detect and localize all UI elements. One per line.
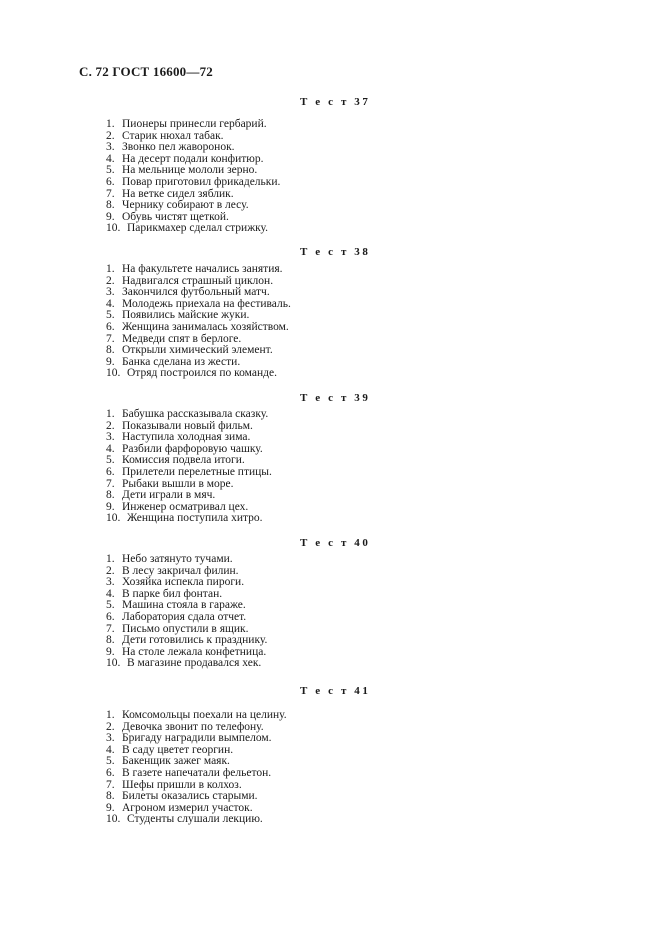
item-text: В магазине продавался хек. [127, 657, 262, 670]
item-number: 7. [106, 187, 115, 200]
test-title: Т е с т 37 [300, 96, 371, 108]
item-number: 9. [106, 500, 115, 513]
item-text: В газете напечатали фельетон. [122, 766, 272, 779]
item-text: Звонко пел жаворонок. [122, 141, 235, 154]
item-text: В парке бил фонтан. [122, 587, 223, 600]
list-item [106, 513, 272, 525]
item-text: На факультете начались занятия. [122, 263, 283, 275]
list-item [106, 814, 287, 826]
item-number: 4. [106, 743, 115, 756]
item-text: Бакенщик зажег маяк. [122, 755, 230, 768]
item-text: Билеты оказались старыми. [122, 790, 258, 803]
item-number: 1. [106, 263, 115, 275]
item-text: Лаборатория сдала отчет. [122, 610, 247, 623]
test-list [106, 409, 272, 525]
item-number: 9. [106, 210, 115, 223]
item-text: Открыли химический элемент. [122, 344, 273, 357]
item-number: 7. [106, 477, 115, 490]
item-number: 5. [106, 164, 115, 177]
item-number: 7. [106, 332, 115, 345]
item-text: Появились майские жуки. [122, 309, 250, 322]
item-text: Женщина поступила хитро. [127, 512, 263, 525]
item-number: 2. [106, 274, 115, 287]
item-text: Разбили фарфоровую чашку. [122, 442, 263, 455]
item-number: 9. [106, 355, 115, 368]
item-text: На десерт подали конфитюр. [122, 152, 264, 165]
item-number: 2. [106, 564, 115, 577]
test-list [106, 264, 291, 380]
item-number: 3. [106, 141, 115, 154]
item-text: На ветке сидел зяблик. [122, 187, 234, 200]
item-text: На мельнице мололи зерно. [122, 164, 258, 177]
item-number: 6. [106, 465, 115, 478]
item-text: Машина стояла в гараже. [122, 599, 246, 612]
item-text: Комиссия подвела итоги. [122, 454, 245, 467]
item-number: 7. [106, 622, 115, 635]
item-number: 4. [106, 587, 115, 600]
item-text: Показывали новый фильм. [122, 419, 253, 432]
item-text: В саду цветет георгин. [122, 743, 234, 756]
item-text: Банка сделана из жести. [122, 355, 241, 368]
item-number: 3. [106, 431, 115, 444]
item-number: 3. [106, 286, 115, 299]
item-text: Повар приготовил фрикадельки. [122, 175, 281, 188]
item-text: Надвигался страшный циклон. [122, 274, 274, 287]
item-text: Молодежь приехала на фестиваль. [122, 297, 291, 310]
item-number: 10. [106, 657, 121, 670]
item-text: На столе лежала конфетница. [122, 645, 267, 658]
item-number: 6. [106, 175, 115, 188]
item-number: 4. [106, 152, 115, 165]
item-number: 8. [106, 790, 115, 803]
list-item [106, 223, 280, 235]
item-text: Дети играли в мяч. [122, 489, 216, 502]
item-number: 2. [106, 419, 115, 432]
item-number: 9. [106, 801, 115, 814]
test-title: Т е с т 38 [300, 246, 371, 258]
item-text: Комсомольцы поехали на целину. [122, 709, 287, 721]
item-number: 1. [106, 408, 115, 420]
item-number: 1. [106, 553, 115, 565]
item-number: 8. [106, 199, 115, 212]
item-number: 5. [106, 755, 115, 768]
item-text: Шефы пришли в колхоз. [122, 778, 242, 791]
item-number: 6. [106, 320, 115, 333]
item-number: 3. [106, 576, 115, 589]
test-list [106, 710, 287, 826]
test-title: Т е с т 40 [300, 537, 371, 549]
item-number: 1. [106, 118, 115, 130]
item-text: Закончился футбольный матч. [122, 286, 270, 299]
test-title: Т е с т 41 [300, 685, 371, 697]
item-text: Студенты слушали лекцию. [127, 813, 263, 826]
item-text: Женщина занималась хозяйством. [122, 320, 289, 333]
item-number: 8. [106, 344, 115, 357]
item-text: Чернику собирают в лесу. [122, 199, 249, 212]
item-text: Пионеры принесли гербарий. [122, 118, 267, 130]
item-number: 10. [106, 813, 121, 826]
item-text: Отряд построился по команде. [127, 367, 277, 380]
item-number: 5. [106, 599, 115, 612]
item-number: 5. [106, 454, 115, 467]
page-header: С. 72 ГОСТ 16600—72 [79, 64, 213, 79]
item-number: 6. [106, 610, 115, 623]
item-number: 6. [106, 766, 115, 779]
item-text: Письмо опустили в ящик. [122, 622, 249, 635]
test-title: Т е с т 39 [300, 392, 371, 404]
item-text: Обувь чистят щеткой. [122, 210, 229, 223]
item-text: Медведи спят в берлоге. [122, 332, 242, 345]
item-number: 5. [106, 309, 115, 322]
item-number: 2. [106, 720, 115, 733]
item-text: Инженер осматривал цех. [122, 500, 249, 513]
item-text: В лесу закричал филин. [122, 564, 239, 577]
item-number: 10. [106, 367, 121, 380]
item-text: Агроном измерил участок. [122, 801, 253, 814]
item-number: 8. [106, 489, 115, 502]
item-number: 10. [106, 512, 121, 525]
item-text: Бригаду наградили вымпелом. [122, 732, 272, 745]
item-text: Дети готовились к празднику. [122, 634, 268, 647]
item-number: 9. [106, 645, 115, 658]
item-number: 10. [106, 222, 121, 235]
item-number: 1. [106, 709, 115, 721]
item-text: Рыбаки вышли в море. [122, 477, 234, 490]
item-text: Старик нюхал табак. [122, 129, 224, 142]
item-text: Прилетели перелетные птицы. [122, 465, 272, 478]
item-number: 7. [106, 778, 115, 791]
test-list [106, 119, 280, 235]
item-text: Девочка звонит по телефону. [122, 720, 264, 733]
item-text: Парикмахер сделал стрижку. [127, 222, 269, 235]
item-text: Небо затянуто тучами. [122, 553, 233, 565]
item-number: 4. [106, 297, 115, 310]
item-text: Бабушка рассказывала сказку. [122, 408, 269, 420]
list-item [106, 658, 267, 670]
item-text: Наступила холодная зима. [122, 431, 251, 444]
item-number: 3. [106, 732, 115, 745]
item-text: Хозяйка испекла пироги. [122, 576, 245, 589]
item-number: 4. [106, 442, 115, 455]
list-item [106, 368, 291, 380]
item-number: 8. [106, 634, 115, 647]
test-list [106, 554, 267, 670]
item-number: 2. [106, 129, 115, 142]
